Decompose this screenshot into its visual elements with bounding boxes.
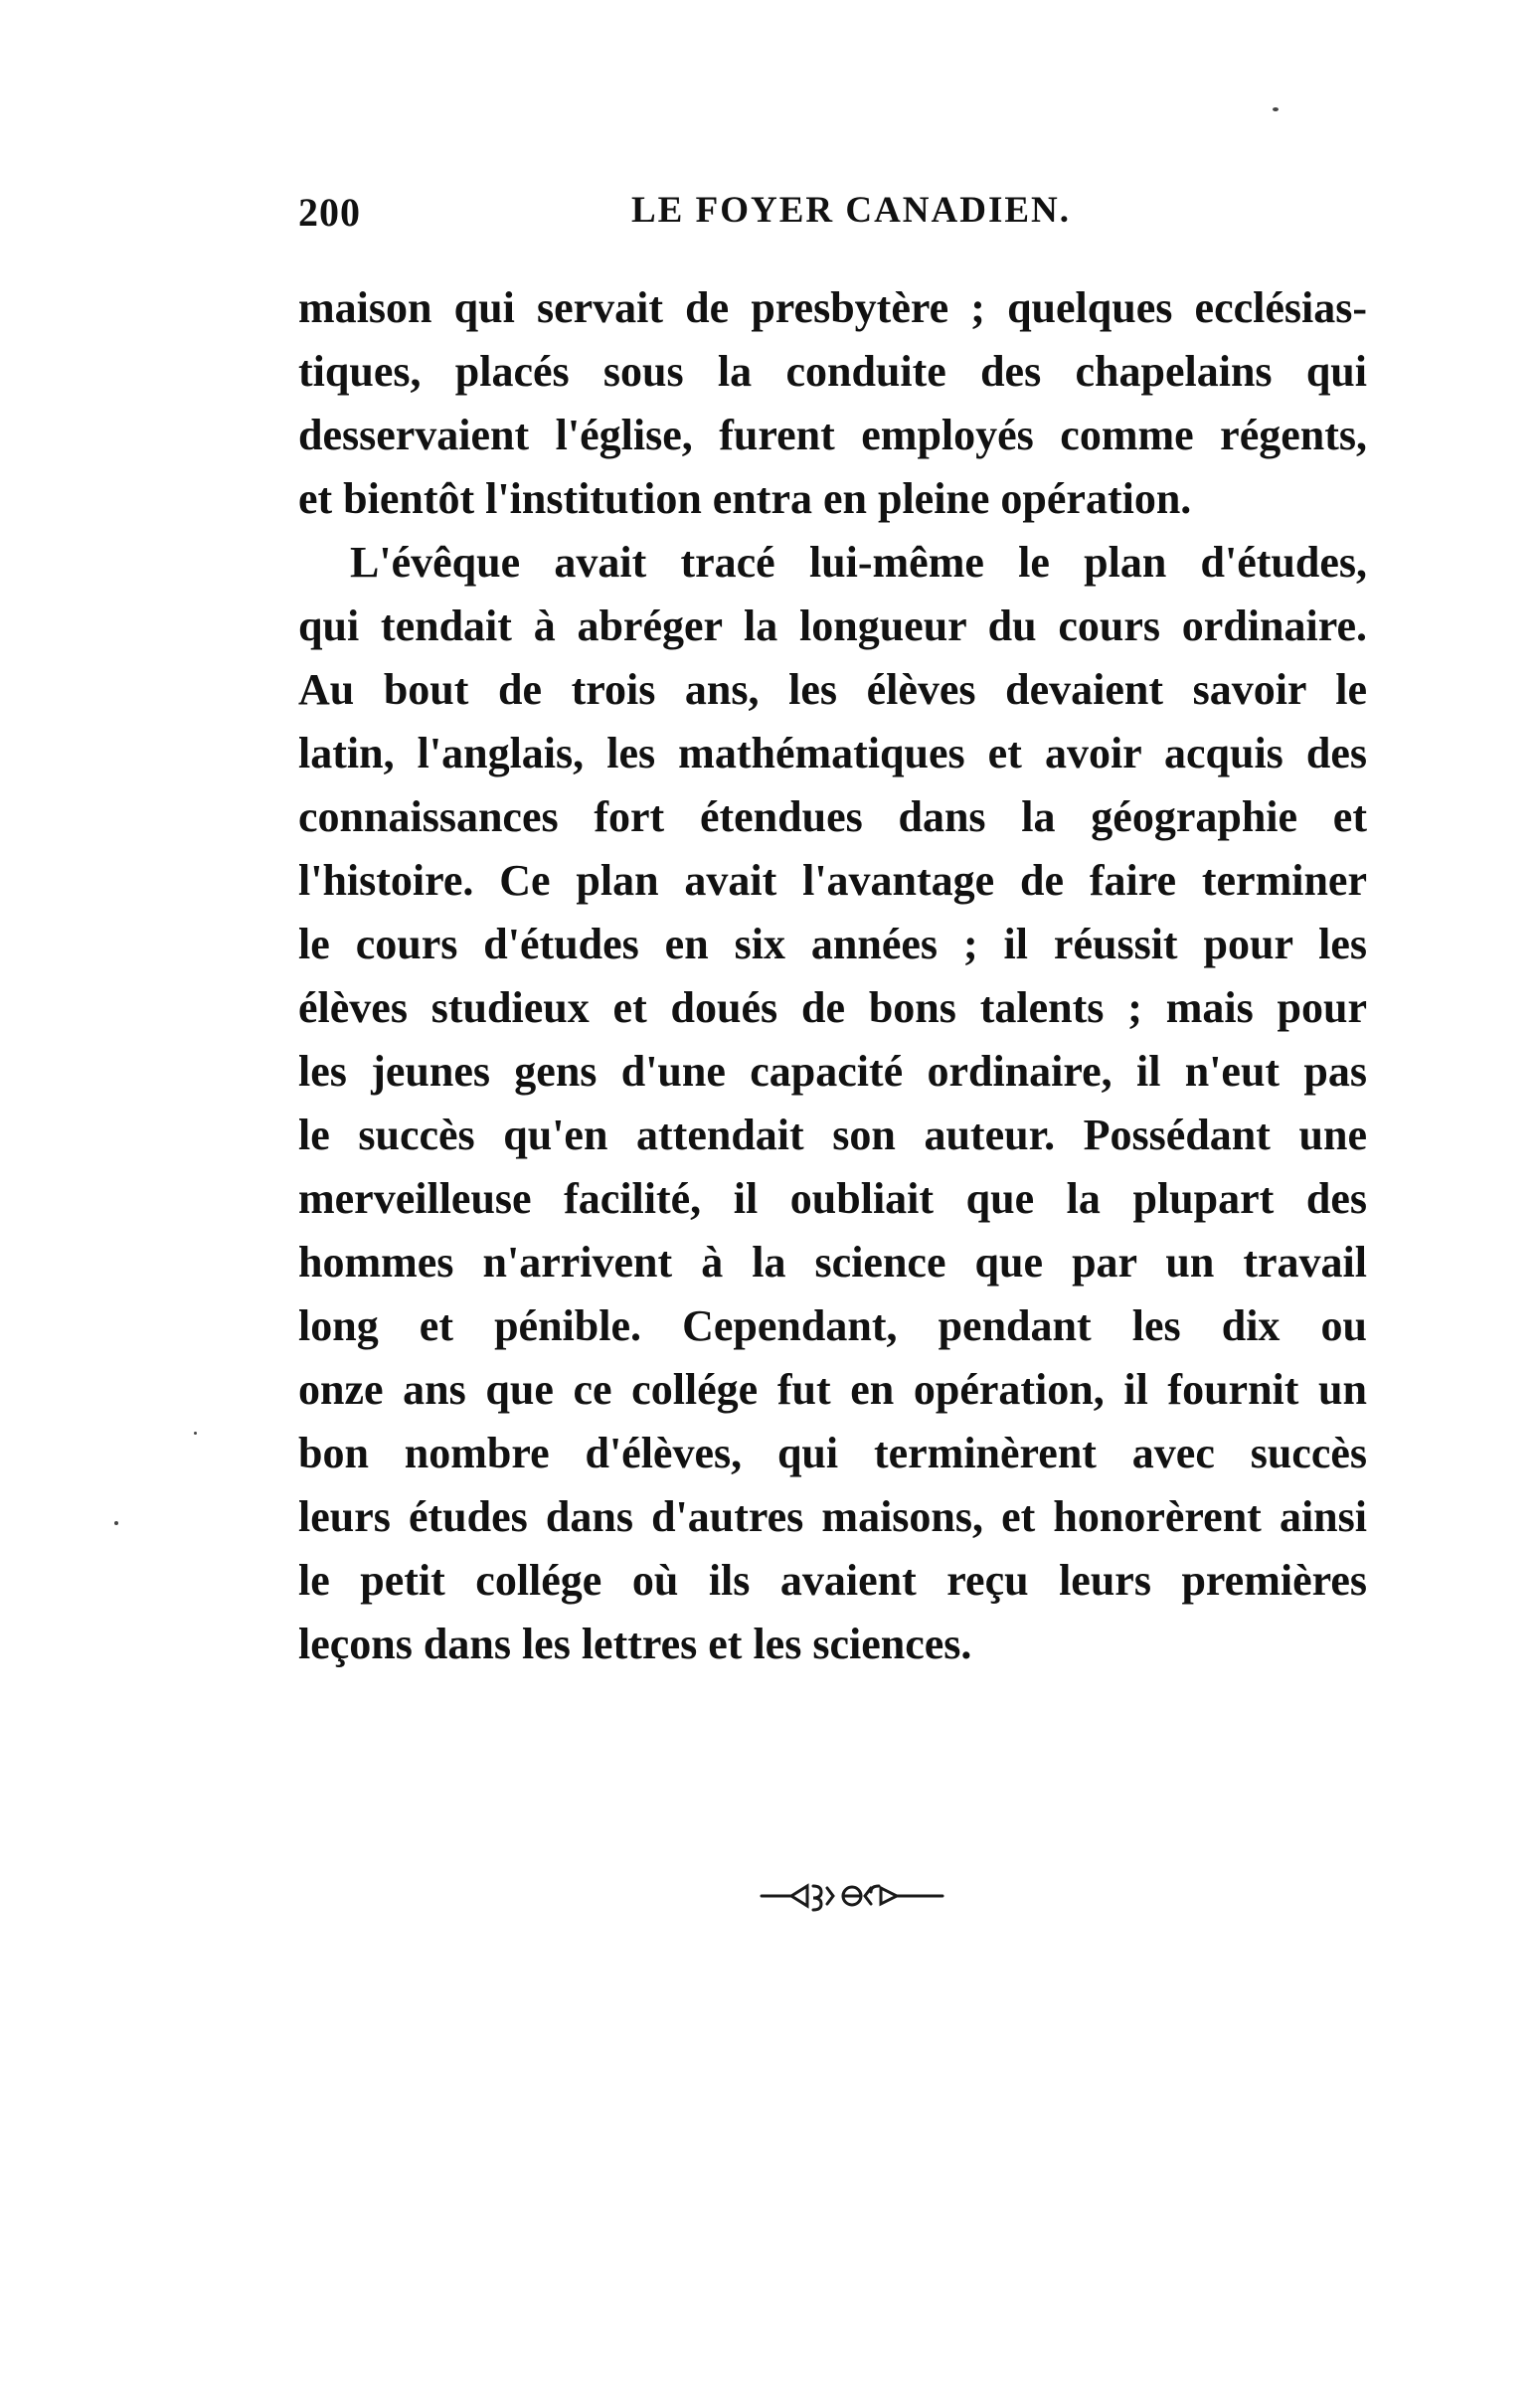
running-title: LE FOYER CANADIEN. (631, 190, 1072, 231)
tailpiece-ornament-icon (758, 1874, 946, 1914)
text-line: le succès qu'en attendait son auteur. Possédant une (298, 1111, 1367, 1159)
text-line: Au bout de trois ans, les élèves devaient savoir le (298, 665, 1367, 714)
text-line: L'évêque avait tracé lui-même le plan d'études, (350, 538, 1367, 587)
text-line: l'histoire. Ce plan avait l'avantage de faire terminer (298, 856, 1367, 905)
text-line: maison qui servait de presbytère ; quelques ecclésias- (298, 283, 1367, 332)
running-head (298, 189, 1367, 249)
scan-speck (194, 1432, 197, 1435)
text-line: les jeunes gens d'une capacité ordinaire, il n'eut pas (298, 1047, 1367, 1096)
text-line: tiques, placés sous la conduite des chapelains qui (298, 347, 1367, 396)
text-line: leçons dans les lettres et les sciences. (298, 1620, 972, 1668)
text-line: connaissances fort étendues dans la géographie et (298, 792, 1367, 841)
scan-speck (1273, 107, 1279, 111)
scan-speck (114, 1521, 118, 1525)
text-line: latin, l'anglais, les mathématiques et avoir acquis des (298, 729, 1367, 777)
text-line: long et pénible. Cependant, pendant les dix ou (298, 1301, 1367, 1350)
text-line: élèves studieux et doués de bons talents ; mais pour (298, 983, 1367, 1032)
text-line: leurs études dans d'autres maisons, et honorèrent ainsi (298, 1492, 1367, 1541)
body-text (298, 276, 1367, 1676)
text-line: et bientôt l'institution entra en pleine opération. (298, 474, 1192, 523)
text-line: qui tendait à abréger la longueur du cours ordinaire. (298, 601, 1367, 650)
text-line: le cours d'études en six années ; il réussit pour les (298, 920, 1367, 968)
page-number: 200 (298, 190, 361, 235)
text-line: merveilleuse facilité, il oubliait que la plupart des (298, 1174, 1367, 1223)
text-line: bon nombre d'élèves, qui terminèrent avec succès (298, 1429, 1367, 1477)
text-line: le petit collége où ils avaient reçu leurs premières (298, 1556, 1367, 1605)
text-line: onze ans que ce collége fut en opération, il fournit un (298, 1365, 1367, 1414)
text-line: desservaient l'église, furent employés comme régents, (298, 411, 1367, 459)
text-line: hommes n'arrivent à la science que par un travail (298, 1238, 1367, 1287)
